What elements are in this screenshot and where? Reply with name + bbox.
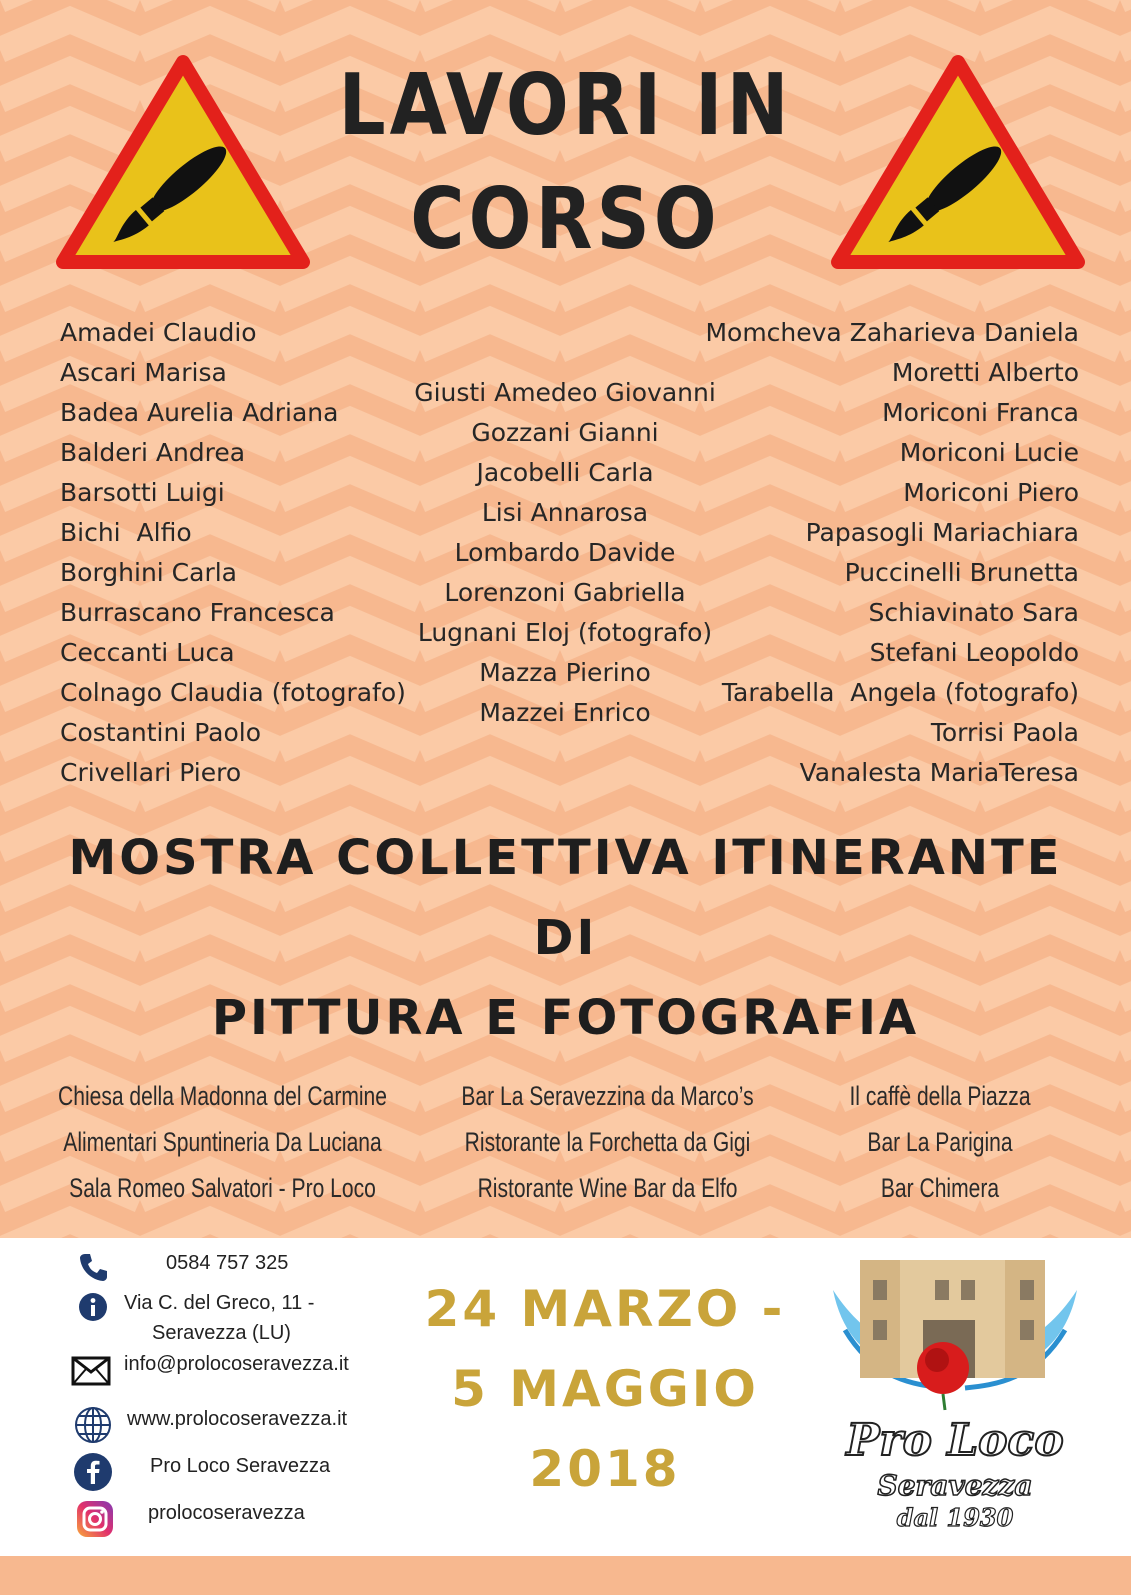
bottom-strip xyxy=(0,1556,1131,1595)
venue-list-3 xyxy=(823,1073,1057,1211)
artist-list-center xyxy=(380,373,750,733)
artist-name: Ceccanti Luca xyxy=(60,638,235,667)
artist-name: Stefani Leopoldo xyxy=(869,638,1079,667)
artist-name: Borghini Carla xyxy=(60,558,238,587)
artist-list-right xyxy=(705,313,1079,793)
artist-name: Barsotti Luigi xyxy=(60,478,225,507)
artist-name: Papasogli Mariachiara xyxy=(805,518,1079,547)
artist-name: Torrisi Paola xyxy=(930,718,1079,747)
artist-name: Schiavinato Sara xyxy=(868,598,1079,627)
venue-list-2 xyxy=(418,1073,796,1211)
subtitle-line-3: PITTURA E FOTOGRAFIA xyxy=(211,990,920,1046)
artist-name: Puccinelli Brunetta xyxy=(844,558,1079,587)
title-line-2: CORSO xyxy=(410,169,721,269)
artist-name: Lugnani Eloj (fotografo) xyxy=(417,618,713,647)
venue-name: Bar La Parigina xyxy=(867,1127,1013,1157)
date-line-2: 5 MAGGIO xyxy=(451,1360,759,1418)
info-icon xyxy=(72,1286,114,1328)
address-line-2: Seravezza (LU) xyxy=(152,1322,291,1344)
artist-name: Bichi Alfio xyxy=(60,518,192,547)
venue-name: Ristorante Wine Bar da Elfo xyxy=(477,1173,738,1203)
venue-name: Bar Chimera xyxy=(880,1173,1000,1203)
artist-name: Jacobelli Carla xyxy=(476,458,654,487)
artist-name: Moriconi Piero xyxy=(903,478,1079,507)
facebook-link[interactable]: Pro Loco Seravezza xyxy=(150,1455,331,1477)
venue-list-1 xyxy=(18,1073,428,1211)
instagram-link[interactable]: prolocoseravezza xyxy=(148,1502,305,1524)
address-line-1: Via C. del Greco, 11 - xyxy=(124,1292,315,1314)
artist-name: Vanalesta MariaTeresa xyxy=(799,758,1079,787)
artist-name: Momcheva Zaharieva Daniela xyxy=(705,318,1079,347)
phone-number: 0584 757 325 xyxy=(166,1252,289,1274)
venue-name: Ristorante la Forchetta da Gigi xyxy=(464,1127,751,1157)
instagram-icon xyxy=(74,1498,116,1540)
artist-name: Costantini Paolo xyxy=(60,718,262,747)
artist-name: Badea Aurelia Adriana xyxy=(60,398,339,427)
email-link[interactable]: info@prolocoseravezza.it xyxy=(124,1353,349,1375)
logo-name: Pro Loco xyxy=(846,1415,1064,1466)
venue-name: Bar La Seravezzina da Marco’s xyxy=(461,1081,754,1111)
artist-name: Lombardo Davide xyxy=(454,538,676,567)
title-line-1: LAVORI IN xyxy=(338,55,793,155)
venue-name: Il caffè della Piazza xyxy=(849,1081,1031,1111)
date-line-3: 2018 xyxy=(529,1440,681,1498)
globe-icon xyxy=(72,1404,114,1446)
mail-icon xyxy=(70,1350,112,1392)
artist-name: Moretti Alberto xyxy=(891,358,1079,387)
subtitle-line-2: DI xyxy=(533,910,598,966)
phone-icon xyxy=(72,1246,114,1288)
artist-name: Burrascano Francesca xyxy=(60,598,335,627)
logo-since: dal 1930 xyxy=(896,1503,1014,1532)
website-link[interactable]: www.prolocoseravezza.it xyxy=(127,1408,348,1430)
artist-name: Colnago Claudia (fotografo) xyxy=(60,678,406,707)
venue-name: Alimentari Spuntineria Da Luciana xyxy=(63,1127,382,1157)
artist-name: Moriconi Lucie xyxy=(899,438,1079,467)
artist-name: Ascari Marisa xyxy=(60,358,227,387)
artist-name: Lorenzoni Gabriella xyxy=(444,578,686,607)
artist-name: Giusti Amedeo Giovanni xyxy=(414,378,716,407)
artist-name: Lisi Annarosa xyxy=(481,498,649,527)
artist-name: Moriconi Franca xyxy=(882,398,1079,427)
facebook-icon xyxy=(72,1451,114,1493)
subtitle-line-1: MOSTRA COLLETTIVA ITINERANTE xyxy=(68,830,1063,886)
artist-name: Tarabella Angela (fotografo) xyxy=(721,678,1079,707)
artist-name: Mazza Pierino xyxy=(479,658,651,687)
artist-name: Balderi Andrea xyxy=(60,438,246,467)
artist-list-left xyxy=(60,313,406,793)
artist-name: Gozzani Gianni xyxy=(471,418,659,447)
venue-name: Chiesa della Madonna del Carmine xyxy=(58,1081,387,1111)
artist-name: Mazzei Enrico xyxy=(479,698,651,727)
date-line-1: 24 MARZO - xyxy=(424,1280,786,1338)
venue-name: Sala Romeo Salvatori - Pro Loco xyxy=(69,1173,376,1203)
artist-name: Crivellari Piero xyxy=(60,758,242,787)
artist-name: Amadei Claudio xyxy=(60,318,257,347)
logo-town: Seravezza xyxy=(877,1469,1033,1502)
pro-loco-logo xyxy=(825,1260,1085,1540)
